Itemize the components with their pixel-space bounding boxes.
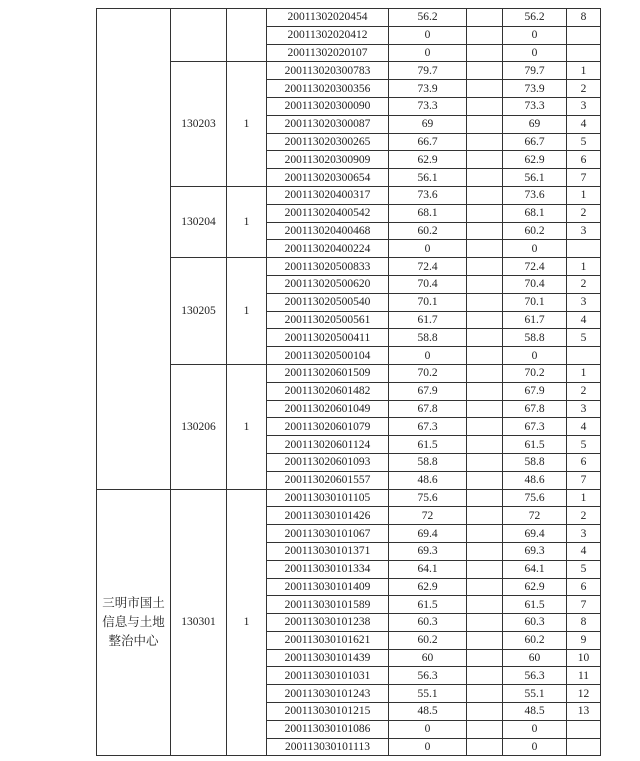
rank-cell: 1 <box>567 258 601 276</box>
written-score-cell: 73.3 <box>389 97 467 115</box>
rank-cell <box>567 738 601 756</box>
total-score-cell: 48.6 <box>503 471 567 489</box>
total-score-cell: 73.6 <box>503 186 567 204</box>
written-score-cell: 75.6 <box>389 489 467 507</box>
ticket-number-cell: 200113030101371 <box>267 542 389 560</box>
written-score-cell: 0 <box>389 720 467 738</box>
written-score-cell: 0 <box>389 26 467 44</box>
written-score-cell: 58.8 <box>389 453 467 471</box>
total-score-cell: 69.3 <box>503 542 567 560</box>
written-score-cell: 67.8 <box>389 400 467 418</box>
bonus-score-cell <box>467 97 503 115</box>
ticket-number-cell: 200113030101439 <box>267 649 389 667</box>
ticket-number-cell: 200113020400468 <box>267 222 389 240</box>
total-score-cell: 62.9 <box>503 578 567 596</box>
total-score-cell: 48.5 <box>503 703 567 721</box>
ticket-number-cell: 200113020601079 <box>267 418 389 436</box>
bonus-score-cell <box>467 560 503 578</box>
bonus-score-cell <box>467 418 503 436</box>
rank-cell: 6 <box>567 151 601 169</box>
written-score-cell: 60.2 <box>389 222 467 240</box>
bonus-score-cell <box>467 80 503 98</box>
rank-cell: 3 <box>567 525 601 543</box>
bonus-score-cell <box>467 364 503 382</box>
written-score-cell: 67.9 <box>389 382 467 400</box>
ticket-number-cell: 200113030101086 <box>267 720 389 738</box>
bonus-score-cell <box>467 222 503 240</box>
bonus-score-cell <box>467 614 503 632</box>
rank-cell: 9 <box>567 631 601 649</box>
written-score-cell: 69.3 <box>389 542 467 560</box>
rank-cell: 3 <box>567 97 601 115</box>
total-score-cell: 0 <box>503 44 567 62</box>
written-score-cell: 70.4 <box>389 275 467 293</box>
rank-cell <box>567 26 601 44</box>
rank-cell: 4 <box>567 311 601 329</box>
total-score-cell: 70.1 <box>503 293 567 311</box>
rank-cell <box>567 44 601 62</box>
rank-cell: 5 <box>567 436 601 454</box>
ticket-number-cell: 200113020601509 <box>267 364 389 382</box>
total-score-cell: 55.1 <box>503 685 567 703</box>
written-score-cell: 69 <box>389 115 467 133</box>
ticket-number-cell: 200113020601093 <box>267 453 389 471</box>
bonus-score-cell <box>467 667 503 685</box>
written-score-cell: 61.5 <box>389 436 467 454</box>
position-code-cell: 130206 <box>171 364 227 489</box>
bonus-score-cell <box>467 311 503 329</box>
bonus-score-cell <box>467 26 503 44</box>
total-score-cell: 61.5 <box>503 436 567 454</box>
ticket-number-cell: 20011302020412 <box>267 26 389 44</box>
position-code-cell: 130301 <box>171 489 227 756</box>
rank-cell: 11 <box>567 667 601 685</box>
written-score-cell: 48.6 <box>389 471 467 489</box>
ticket-number-cell: 200113030101589 <box>267 596 389 614</box>
total-score-cell: 0 <box>503 347 567 365</box>
total-score-cell: 72 <box>503 507 567 525</box>
total-score-cell: 67.9 <box>503 382 567 400</box>
rank-cell: 2 <box>567 275 601 293</box>
ticket-number-cell: 20011302020107 <box>267 44 389 62</box>
ticket-number-cell: 200113020300356 <box>267 80 389 98</box>
table-row <box>97 186 601 204</box>
rank-cell: 1 <box>567 364 601 382</box>
ticket-number-cell: 200113020601557 <box>267 471 389 489</box>
ticket-number-cell: 200113020300087 <box>267 115 389 133</box>
written-score-cell: 56.1 <box>389 169 467 187</box>
bonus-score-cell <box>467 436 503 454</box>
written-score-cell: 55.1 <box>389 685 467 703</box>
ticket-number-cell: 200113030101243 <box>267 685 389 703</box>
exam-results-table <box>96 8 601 756</box>
table-row <box>97 489 601 507</box>
bonus-score-cell <box>467 738 503 756</box>
total-score-cell: 73.9 <box>503 80 567 98</box>
rank-cell: 5 <box>567 329 601 347</box>
ticket-number-cell: 200113020601049 <box>267 400 389 418</box>
written-score-cell: 0 <box>389 347 467 365</box>
rank-cell: 4 <box>567 115 601 133</box>
position-code-cell: 130205 <box>171 258 227 365</box>
bonus-score-cell <box>467 578 503 596</box>
ticket-number-cell: 20011302020454 <box>267 9 389 27</box>
total-score-cell: 60.2 <box>503 222 567 240</box>
ticket-number-cell: 200113020601482 <box>267 382 389 400</box>
written-score-cell: 60.2 <box>389 631 467 649</box>
written-score-cell: 79.7 <box>389 62 467 80</box>
bonus-score-cell <box>467 453 503 471</box>
rank-cell: 3 <box>567 222 601 240</box>
ticket-number-cell: 200113030101426 <box>267 507 389 525</box>
total-score-cell: 56.2 <box>503 9 567 27</box>
total-score-cell: 61.5 <box>503 596 567 614</box>
position-code-cell: 130203 <box>171 62 227 187</box>
total-score-cell: 58.8 <box>503 329 567 347</box>
rank-cell: 7 <box>567 471 601 489</box>
total-score-cell: 69.4 <box>503 525 567 543</box>
ticket-number-cell: 200113030101238 <box>267 614 389 632</box>
bonus-score-cell <box>467 507 503 525</box>
written-score-cell: 0 <box>389 44 467 62</box>
written-score-cell: 62.9 <box>389 578 467 596</box>
ticket-number-cell: 200113030101215 <box>267 703 389 721</box>
total-score-cell: 60.2 <box>503 631 567 649</box>
rank-cell: 6 <box>567 578 601 596</box>
bonus-score-cell <box>467 44 503 62</box>
written-score-cell: 66.7 <box>389 133 467 151</box>
ticket-number-cell: 200113030101067 <box>267 525 389 543</box>
bonus-score-cell <box>467 115 503 133</box>
rank-cell <box>567 720 601 738</box>
written-score-cell: 62.9 <box>389 151 467 169</box>
total-score-cell: 72.4 <box>503 258 567 276</box>
total-score-cell: 66.7 <box>503 133 567 151</box>
ticket-number-cell: 200113020500540 <box>267 293 389 311</box>
written-score-cell: 73.6 <box>389 186 467 204</box>
total-score-cell: 69 <box>503 115 567 133</box>
hire-count-cell <box>227 9 267 62</box>
bonus-score-cell <box>467 204 503 222</box>
unit-name-cell <box>97 9 171 490</box>
written-score-cell: 70.1 <box>389 293 467 311</box>
written-score-cell: 73.9 <box>389 80 467 98</box>
ticket-number-cell: 200113030101031 <box>267 667 389 685</box>
ticket-number-cell: 200113020500833 <box>267 258 389 276</box>
bonus-score-cell <box>467 347 503 365</box>
bonus-score-cell <box>467 542 503 560</box>
rank-cell: 6 <box>567 453 601 471</box>
bonus-score-cell <box>467 258 503 276</box>
rank-cell: 8 <box>567 614 601 632</box>
bonus-score-cell <box>467 489 503 507</box>
written-score-cell: 61.5 <box>389 596 467 614</box>
total-score-cell: 68.1 <box>503 204 567 222</box>
rank-cell: 2 <box>567 204 601 222</box>
ticket-number-cell: 200113030101409 <box>267 578 389 596</box>
unit-name-cell: 三明市国土信息与土地整治中心 <box>97 489 171 756</box>
written-score-cell: 56.3 <box>389 667 467 685</box>
hire-count-cell: 1 <box>227 364 267 489</box>
ticket-number-cell: 200113020300265 <box>267 133 389 151</box>
written-score-cell: 68.1 <box>389 204 467 222</box>
ticket-number-cell: 200113030101334 <box>267 560 389 578</box>
table-body <box>97 9 601 756</box>
table-row <box>97 62 601 80</box>
ticket-number-cell: 200113020300654 <box>267 169 389 187</box>
written-score-cell: 64.1 <box>389 560 467 578</box>
rank-cell: 13 <box>567 703 601 721</box>
bonus-score-cell <box>467 329 503 347</box>
written-score-cell: 48.5 <box>389 703 467 721</box>
total-score-cell: 0 <box>503 240 567 258</box>
rank-cell: 7 <box>567 169 601 187</box>
written-score-cell: 60 <box>389 649 467 667</box>
written-score-cell: 58.8 <box>389 329 467 347</box>
bonus-score-cell <box>467 382 503 400</box>
total-score-cell: 61.7 <box>503 311 567 329</box>
bonus-score-cell <box>467 293 503 311</box>
written-score-cell: 69.4 <box>389 525 467 543</box>
bonus-score-cell <box>467 275 503 293</box>
total-score-cell: 58.8 <box>503 453 567 471</box>
total-score-cell: 67.8 <box>503 400 567 418</box>
ticket-number-cell: 200113020500411 <box>267 329 389 347</box>
table-row <box>97 258 601 276</box>
written-score-cell: 0 <box>389 738 467 756</box>
total-score-cell: 64.1 <box>503 560 567 578</box>
table-row <box>97 364 601 382</box>
total-score-cell: 56.3 <box>503 667 567 685</box>
bonus-score-cell <box>467 400 503 418</box>
bonus-score-cell <box>467 631 503 649</box>
total-score-cell: 60 <box>503 649 567 667</box>
ticket-number-cell: 200113020500620 <box>267 275 389 293</box>
rank-cell: 3 <box>567 400 601 418</box>
position-code-cell <box>171 9 227 62</box>
total-score-cell: 75.6 <box>503 489 567 507</box>
written-score-cell: 70.2 <box>389 364 467 382</box>
total-score-cell: 0 <box>503 26 567 44</box>
written-score-cell: 56.2 <box>389 9 467 27</box>
rank-cell: 4 <box>567 542 601 560</box>
rank-cell: 2 <box>567 80 601 98</box>
bonus-score-cell <box>467 133 503 151</box>
written-score-cell: 0 <box>389 240 467 258</box>
total-score-cell: 60.3 <box>503 614 567 632</box>
bonus-score-cell <box>467 240 503 258</box>
written-score-cell: 72 <box>389 507 467 525</box>
total-score-cell: 0 <box>503 720 567 738</box>
total-score-cell: 70.4 <box>503 275 567 293</box>
total-score-cell: 73.3 <box>503 97 567 115</box>
rank-cell: 7 <box>567 596 601 614</box>
bonus-score-cell <box>467 169 503 187</box>
bonus-score-cell <box>467 685 503 703</box>
rank-cell: 2 <box>567 507 601 525</box>
ticket-number-cell: 200113030101621 <box>267 631 389 649</box>
rank-cell: 1 <box>567 489 601 507</box>
rank-cell: 12 <box>567 685 601 703</box>
hire-count-cell: 1 <box>227 258 267 365</box>
hire-count-cell: 1 <box>227 489 267 756</box>
position-code-cell: 130204 <box>171 186 227 257</box>
bonus-score-cell <box>467 186 503 204</box>
rank-cell <box>567 240 601 258</box>
ticket-number-cell: 200113020400224 <box>267 240 389 258</box>
ticket-number-cell: 200113020400542 <box>267 204 389 222</box>
bonus-score-cell <box>467 596 503 614</box>
written-score-cell: 60.3 <box>389 614 467 632</box>
hire-count-cell: 1 <box>227 186 267 257</box>
rank-cell: 4 <box>567 418 601 436</box>
total-score-cell: 67.3 <box>503 418 567 436</box>
ticket-number-cell: 200113020500104 <box>267 347 389 365</box>
bonus-score-cell <box>467 703 503 721</box>
rank-cell: 5 <box>567 560 601 578</box>
written-score-cell: 67.3 <box>389 418 467 436</box>
table-row <box>97 9 601 27</box>
rank-cell: 5 <box>567 133 601 151</box>
ticket-number-cell: 200113020601124 <box>267 436 389 454</box>
ticket-number-cell: 200113030101105 <box>267 489 389 507</box>
total-score-cell: 0 <box>503 738 567 756</box>
ticket-number-cell: 200113030101113 <box>267 738 389 756</box>
bonus-score-cell <box>467 9 503 27</box>
ticket-number-cell: 200113020300909 <box>267 151 389 169</box>
ticket-number-cell: 200113020500561 <box>267 311 389 329</box>
rank-cell: 1 <box>567 62 601 80</box>
rank-cell: 8 <box>567 9 601 27</box>
ticket-number-cell: 200113020400317 <box>267 186 389 204</box>
bonus-score-cell <box>467 62 503 80</box>
rank-cell: 10 <box>567 649 601 667</box>
bonus-score-cell <box>467 151 503 169</box>
bonus-score-cell <box>467 471 503 489</box>
written-score-cell: 72.4 <box>389 258 467 276</box>
rank-cell: 3 <box>567 293 601 311</box>
bonus-score-cell <box>467 720 503 738</box>
bonus-score-cell <box>467 525 503 543</box>
total-score-cell: 70.2 <box>503 364 567 382</box>
total-score-cell: 79.7 <box>503 62 567 80</box>
total-score-cell: 56.1 <box>503 169 567 187</box>
ticket-number-cell: 200113020300090 <box>267 97 389 115</box>
written-score-cell: 61.7 <box>389 311 467 329</box>
rank-cell: 1 <box>567 186 601 204</box>
total-score-cell: 62.9 <box>503 151 567 169</box>
rank-cell <box>567 347 601 365</box>
rank-cell: 2 <box>567 382 601 400</box>
bonus-score-cell <box>467 649 503 667</box>
ticket-number-cell: 200113020300783 <box>267 62 389 80</box>
hire-count-cell: 1 <box>227 62 267 187</box>
